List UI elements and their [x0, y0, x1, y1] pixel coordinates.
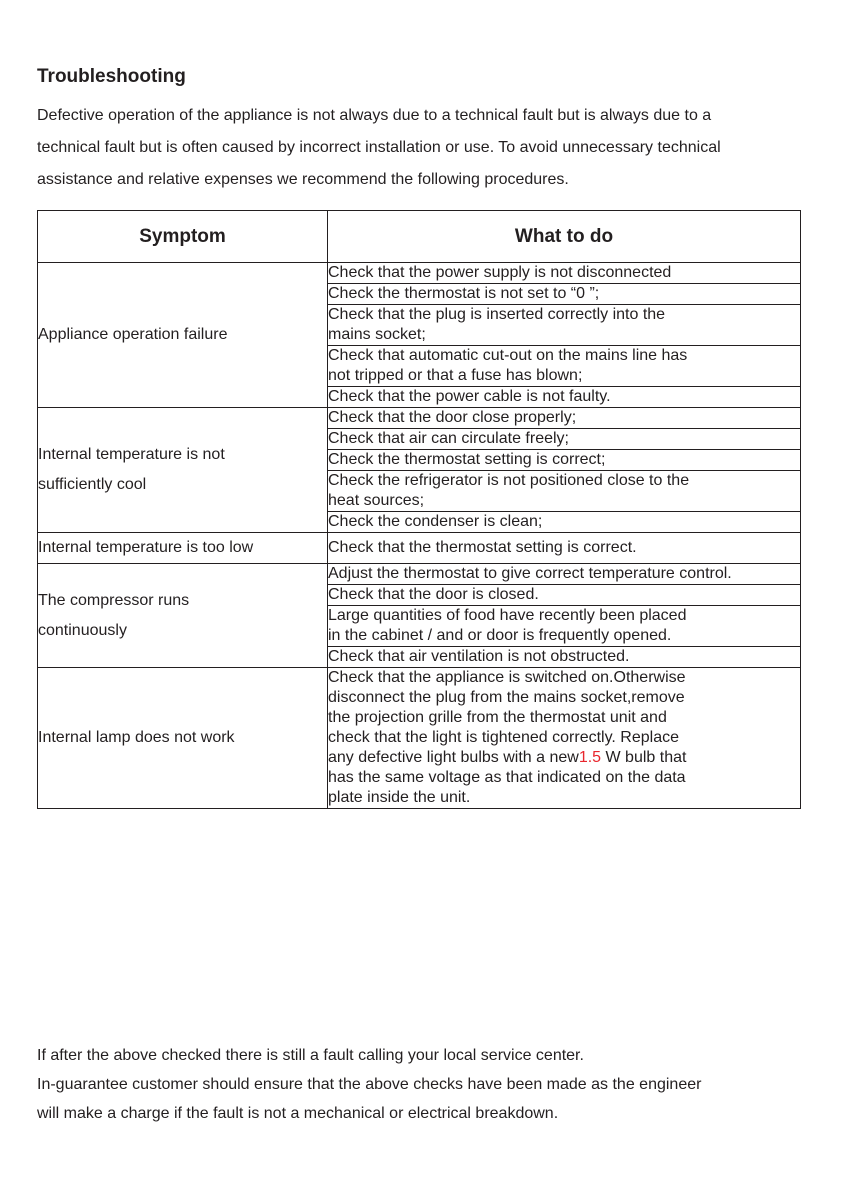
action-cell — [328, 263, 801, 284]
wattage-prefix: any defective light bulbs with a new — [328, 749, 579, 766]
action-text: Check that the door is closed. — [328, 586, 539, 603]
action-text: Check that the thermostat setting is correct. — [328, 539, 637, 556]
action-cell — [328, 284, 801, 305]
symptom-text: sufficiently cool — [38, 476, 147, 493]
action-cell — [328, 429, 801, 450]
table-row — [38, 408, 801, 429]
action-cell — [328, 387, 801, 408]
action-cell — [328, 408, 801, 429]
action-cell — [328, 533, 801, 564]
action-cell — [328, 647, 801, 668]
symptom-cell — [38, 408, 328, 533]
intro-paragraph — [37, 100, 812, 196]
symptom-text: The compressor runs — [38, 591, 190, 609]
intro-line: assistance and relative expenses we recommend the following procedures. — [37, 171, 569, 188]
table-header-row — [38, 211, 801, 263]
footer-notes — [37, 1041, 827, 1128]
action-text: check that the light is tightened correctly. Replace — [328, 729, 679, 746]
action-text: not tripped or that a fuse has blown; — [328, 367, 583, 384]
action-header: What to do — [328, 211, 801, 263]
action-text: plate inside the unit. — [328, 789, 471, 806]
action-text: mains socket; — [328, 326, 426, 343]
action-cell — [328, 564, 801, 585]
footer-line: will make a charge if the fault is not a mechanical or electrical breakdown. — [37, 1105, 559, 1122]
table-row — [38, 533, 801, 564]
action-text: Check that air can circulate freely; — [328, 430, 569, 447]
wattage-value: 1.5 — [578, 749, 602, 766]
action-text: Check the thermostat is not set to “0 ”; — [328, 285, 600, 302]
symptom-cell — [38, 263, 328, 408]
action-text: disconnect the plug from the mains socket,remove — [328, 689, 685, 706]
action-cell — [328, 512, 801, 533]
wattage-suffix: W bulb that — [601, 749, 687, 766]
action-text: Check the thermostat setting is correct; — [328, 451, 606, 468]
action-text: heat sources; — [328, 492, 425, 509]
action-text: Check that the plug is inserted correctly into the — [328, 306, 666, 323]
table-row — [38, 564, 801, 585]
footer-line: If after the above checked there is still a fault calling your local service center. — [37, 1047, 584, 1064]
action-cell — [328, 471, 801, 512]
action-text: Check that the appliance is switched on.Otherwise — [328, 669, 686, 686]
intro-line: technical fault but is often caused by incorrect installation or use. To avoid unnecessary technical — [37, 139, 721, 156]
symptom-text: Internal temperature is too low — [38, 539, 254, 556]
action-text: Adjust the thermostat to give correct temperature control. — [328, 565, 732, 582]
symptom-cell — [38, 668, 328, 809]
action-cell — [328, 450, 801, 471]
action-text: in the cabinet / and or door is frequently opened. — [328, 627, 672, 644]
action-cell — [328, 346, 801, 387]
action-text: Check that the door close properly; — [328, 409, 577, 426]
action-cell — [328, 585, 801, 606]
action-cell — [328, 305, 801, 346]
action-text: Check the condenser is clean; — [328, 513, 543, 530]
action-text: the projection grille from the thermostat unit and — [328, 709, 667, 726]
table-row — [38, 263, 801, 284]
symptom-header: Symptom — [38, 211, 328, 263]
footer-line: In-guarantee customer should ensure that the above checks have been made as the engineer — [37, 1076, 702, 1093]
table-row — [38, 668, 801, 809]
symptom-text: Appliance operation failure — [38, 326, 228, 343]
action-text — [328, 748, 800, 768]
action-cell — [328, 606, 801, 647]
action-text: Check that air ventilation is not obstructed. — [328, 648, 630, 665]
troubleshooting-table — [37, 210, 801, 809]
intro-line: Defective operation of the appliance is not always due to a technical fault but is always due to a — [37, 107, 712, 124]
symptom-cell — [38, 564, 328, 668]
action-text: Large quantities of food have recently been placed — [328, 607, 687, 624]
action-text: Check that automatic cut-out on the mains line has — [328, 347, 688, 364]
symptom-cell — [38, 533, 328, 564]
symptom-text: continuously — [38, 621, 127, 639]
action-text: Check that the power cable is not faulty. — [328, 388, 611, 405]
action-text: Check that the power supply is not disconnected — [328, 264, 672, 281]
symptom-text: Internal lamp does not work — [38, 729, 235, 746]
action-text: Check the refrigerator is not positioned close to the — [328, 472, 690, 489]
action-text: has the same voltage as that indicated on the data — [328, 769, 686, 786]
page-title: Troubleshooting — [37, 66, 186, 87]
action-cell — [328, 668, 801, 809]
symptom-text: Internal temperature is not — [38, 446, 225, 463]
